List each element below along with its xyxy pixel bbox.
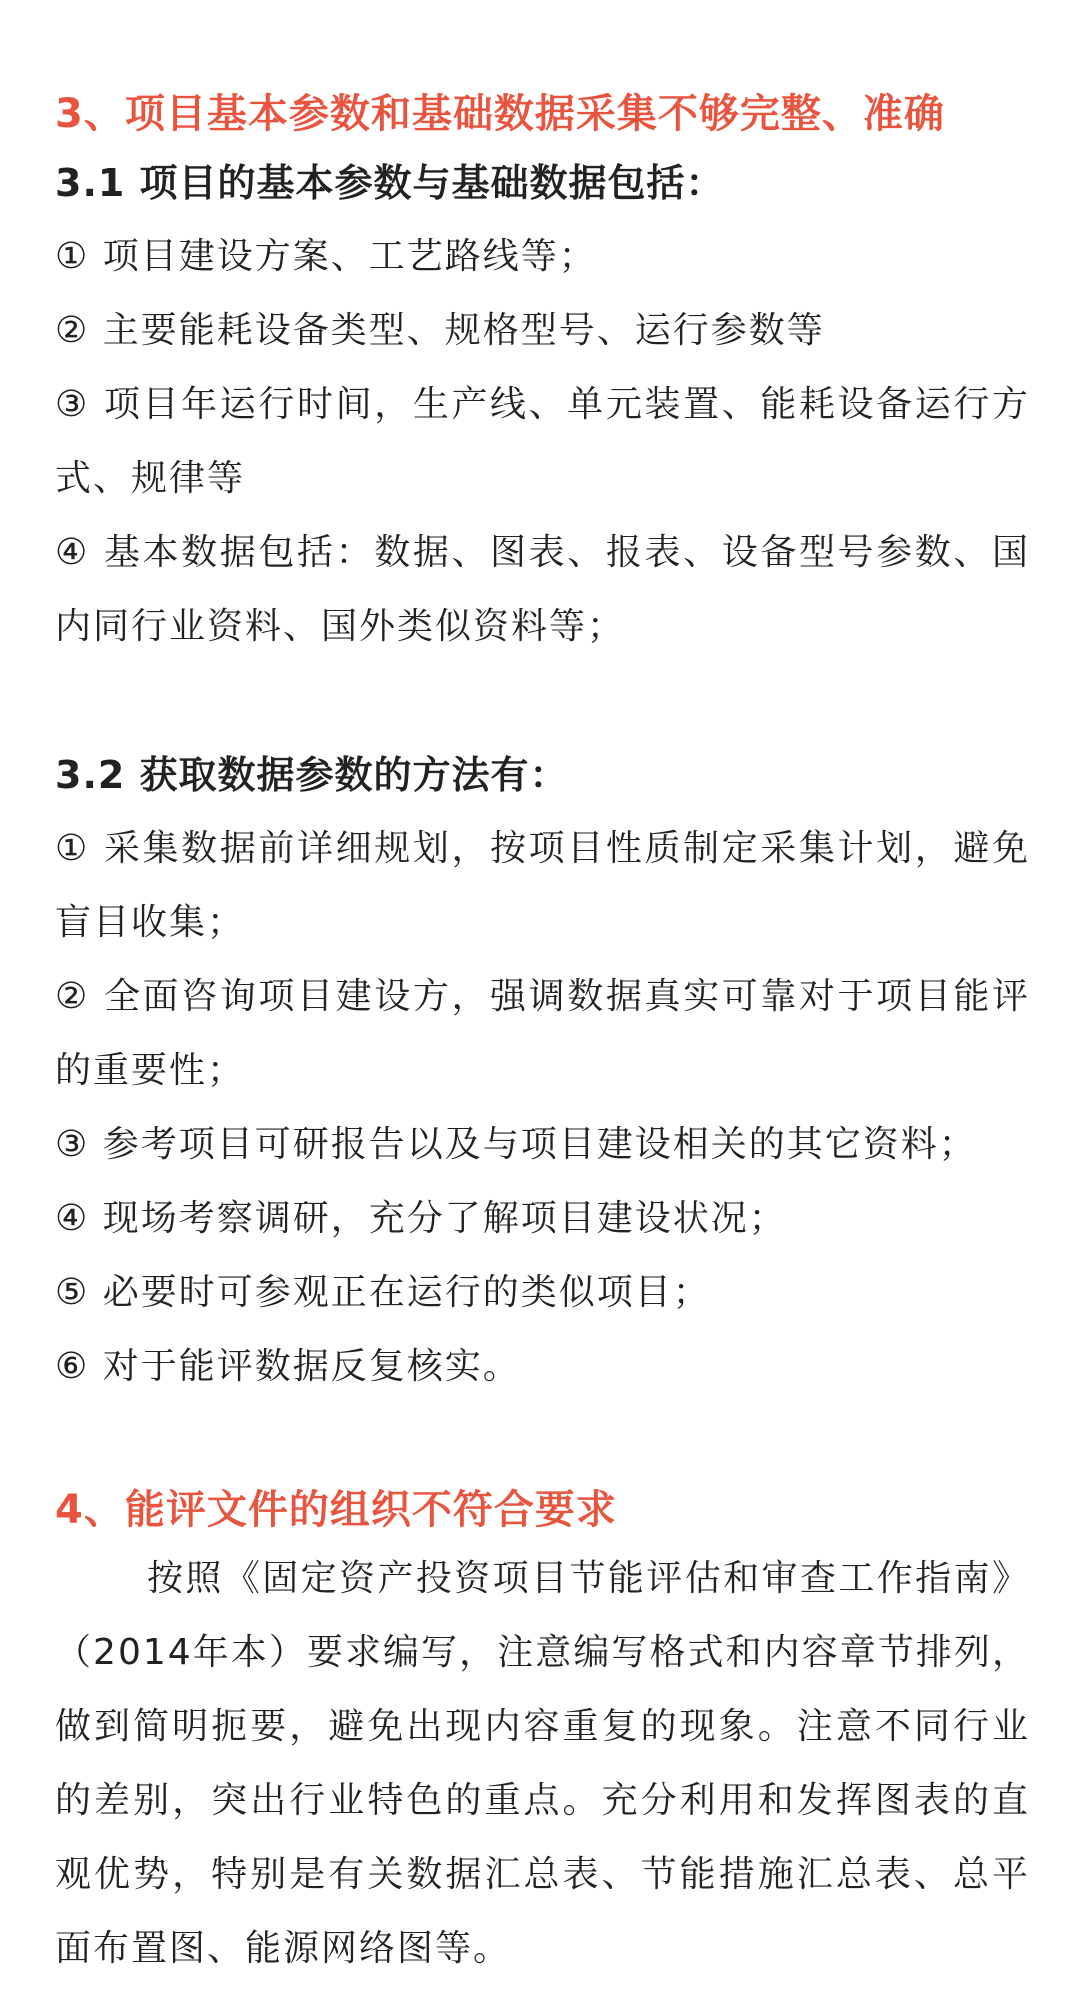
section-4-paragraph: 按照《固定资产投资项目节能评估和审查工作指南》（2014年本）要求编写，注意编写格式和内容章节排列，做到简明扼要，避免出现内容重复的现象。注意不同行业的差别，突出行业特色的重点。充分利用和发挥图表的直观优势，特别是有关数据汇总表、节能措施汇总表、总平面布置图、能源网络图等。 [55,1558,1030,1969]
list-item: ② 全面咨询项目建设方，强调数据真实可靠对于项目能评的重要性； [55,976,1030,1091]
spacer [55,1404,1030,1478]
list-item: ① 采集数据前详细规划，按项目性质制定采集计划，避免盲目收集； [55,828,1030,943]
list-item: ⑤ 必要时可参观正在运行的类似项目； [55,1272,711,1313]
section-3-heading: 3、项目基本参数和基础数据采集不够完整、准确 [55,91,945,137]
list-item: ③ 参考项目可研报告以及与项目建设相关的其它资料； [55,1124,977,1165]
spacer [55,664,1030,738]
section-4-heading: 4、能评文件的组织不符合要求 [55,1487,617,1533]
subsection-3-2-heading: 3.2 获取数据参数的方法有： [55,753,569,797]
list-item: ① 项目建设方案、工艺路线等； [55,236,597,277]
article-body [55,82,1030,1986]
list-item: ④ 现场考察调研，充分了解项目建设状况； [55,1198,787,1239]
subsection-3-1-heading: 3.1 项目的基本参数与基础数据包括： [55,161,725,205]
list-item: ⑥ 对于能评数据反复核实。 [55,1346,521,1387]
list-item: ② 主要能耗设备类型、规格型号、运行参数等 [55,310,825,351]
list-item: ③ 项目年运行时间，生产线、单元装置、能耗设备运行方式、规律等 [55,384,1030,499]
list-item: ④ 基本数据包括：数据、图表、报表、设备型号参数、国内同行业资料、国外类似资料等； [55,532,1030,647]
